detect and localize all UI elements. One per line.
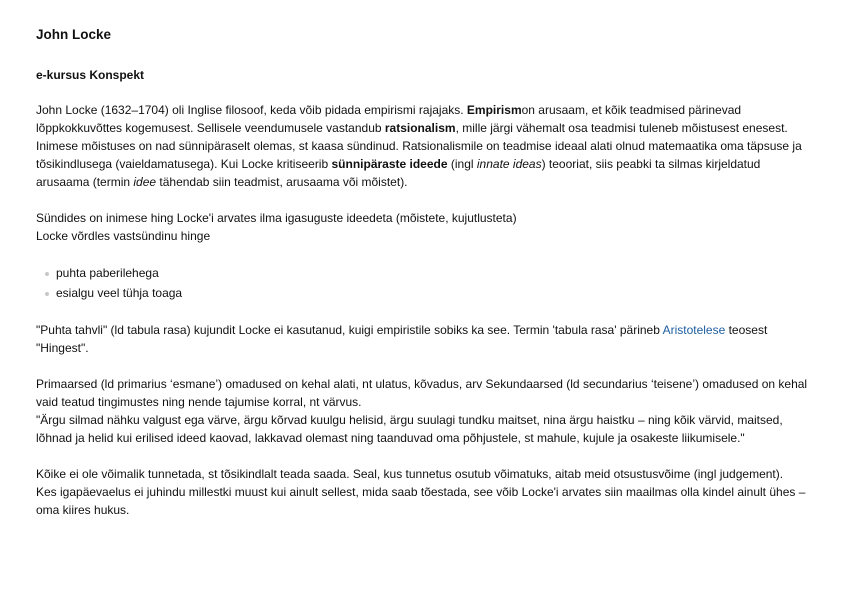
aristotle-link[interactable]: Aristotelese: [662, 323, 726, 337]
term-empirism: Empirism: [466, 103, 522, 117]
page-subtitle: e-kursus Konspekt: [36, 68, 145, 82]
text-span: teosest "Hingest".: [36, 323, 768, 355]
judgement-paragraph: [36, 465, 811, 519]
text-span: Kes igapäevaelus ei juhindu millestki muust kui ainult sellest, mida saab tõestada, see võib Locke'i arvates siin maailmas olla kindel ainult ühes – oma kiires hukus.: [36, 485, 806, 517]
comparison-list: [36, 263, 811, 303]
text-span: (ingl: [447, 157, 477, 171]
term-rationalism: ratsionalism: [384, 121, 456, 135]
term-idee: idee: [133, 175, 157, 189]
term-innate-ideas-en: innate ideas: [476, 157, 542, 171]
document-page: [36, 26, 811, 537]
text-span: "Puhta tahvli" (ld tabula rasa) kujundit Locke ei kasutanud, kuigi empiristile sobiks ka see. Termin 'tabula rasa' pärineb: [36, 323, 663, 337]
text-line: Sündides on inimese hing Locke'i arvates ilma igasuguste ideedeta (mõistete, kujutlusteta): [36, 211, 517, 225]
page-title: John Locke: [36, 27, 112, 42]
text-span: ) teooriat, siis peabki ta silmas kirjeldatud arusaama (termin: [36, 157, 761, 189]
birth-paragraph: [36, 209, 811, 245]
qualities-paragraph: [36, 375, 811, 447]
term-innate-ideas: sünnipäraste ideede: [331, 157, 448, 171]
quote-text: "Ärgu silmad nähku valgust ega värve, ärgu kõrvad kuulgu helisid, ärgu suulagi tundku maitset, nina ärgu haistku – ning kõik värvid, maitsed, lõhnad ja helid kui erilised ideed kaovad, lakkavad olemast ning taanduvad oma põhjustele, st mahule, kujule ja osakeste liikumisele.": [36, 413, 783, 445]
list-item: puhta paberilehega: [36, 263, 811, 283]
list-item: esialgu veel tühja toaga: [36, 283, 811, 303]
text-span: tähendab siin teadmist, arusaama või mõistet).: [156, 175, 408, 189]
text-span: on arusaam, et kõik teadmised pärinevad lõppkokkuvõttes kogemusest. Sellisele veendumusele vastandub: [36, 103, 742, 135]
text-line: Locke võrdles vastsündinu hinge: [36, 229, 211, 243]
text-span: , mille järgi vähemalt osa teadmisi tuleneb mõistusest enesest. Inimese mõistuses on nad sünnipäraselt olemas, st kaasa sündinud. Ratsionalismile on teadmise ideaal alati olnud matemaatika oma täpsuse ja tõsikindlusega (vaieldamatusega). Kui Locke kritiseerib: [36, 121, 802, 171]
tabula-rasa-paragraph: [36, 321, 811, 357]
text-span: Kõike ei ole võimalik tunnetada, st tõsikindlalt teada saada. Seal, kus tunnetus osutub võimatuks, aitab meid otsustusvõime (ingl judgement).: [36, 467, 784, 481]
intro-paragraph: [36, 101, 811, 191]
text-span: John Locke (1632–1704) oli Inglise filosoof, keda võib pidada empirismi rajajaks.: [36, 103, 467, 117]
text-span: Primaarsed (ld primarius ‘esmane’) omadused on kehal alati, nt ulatus, kõvadus, arv Sekundaarsed (ld secundarius ‘teisene’) omadused on kehal vaid teatud tingimustes ning nende tajumise korral, nt värvus.: [36, 377, 808, 409]
